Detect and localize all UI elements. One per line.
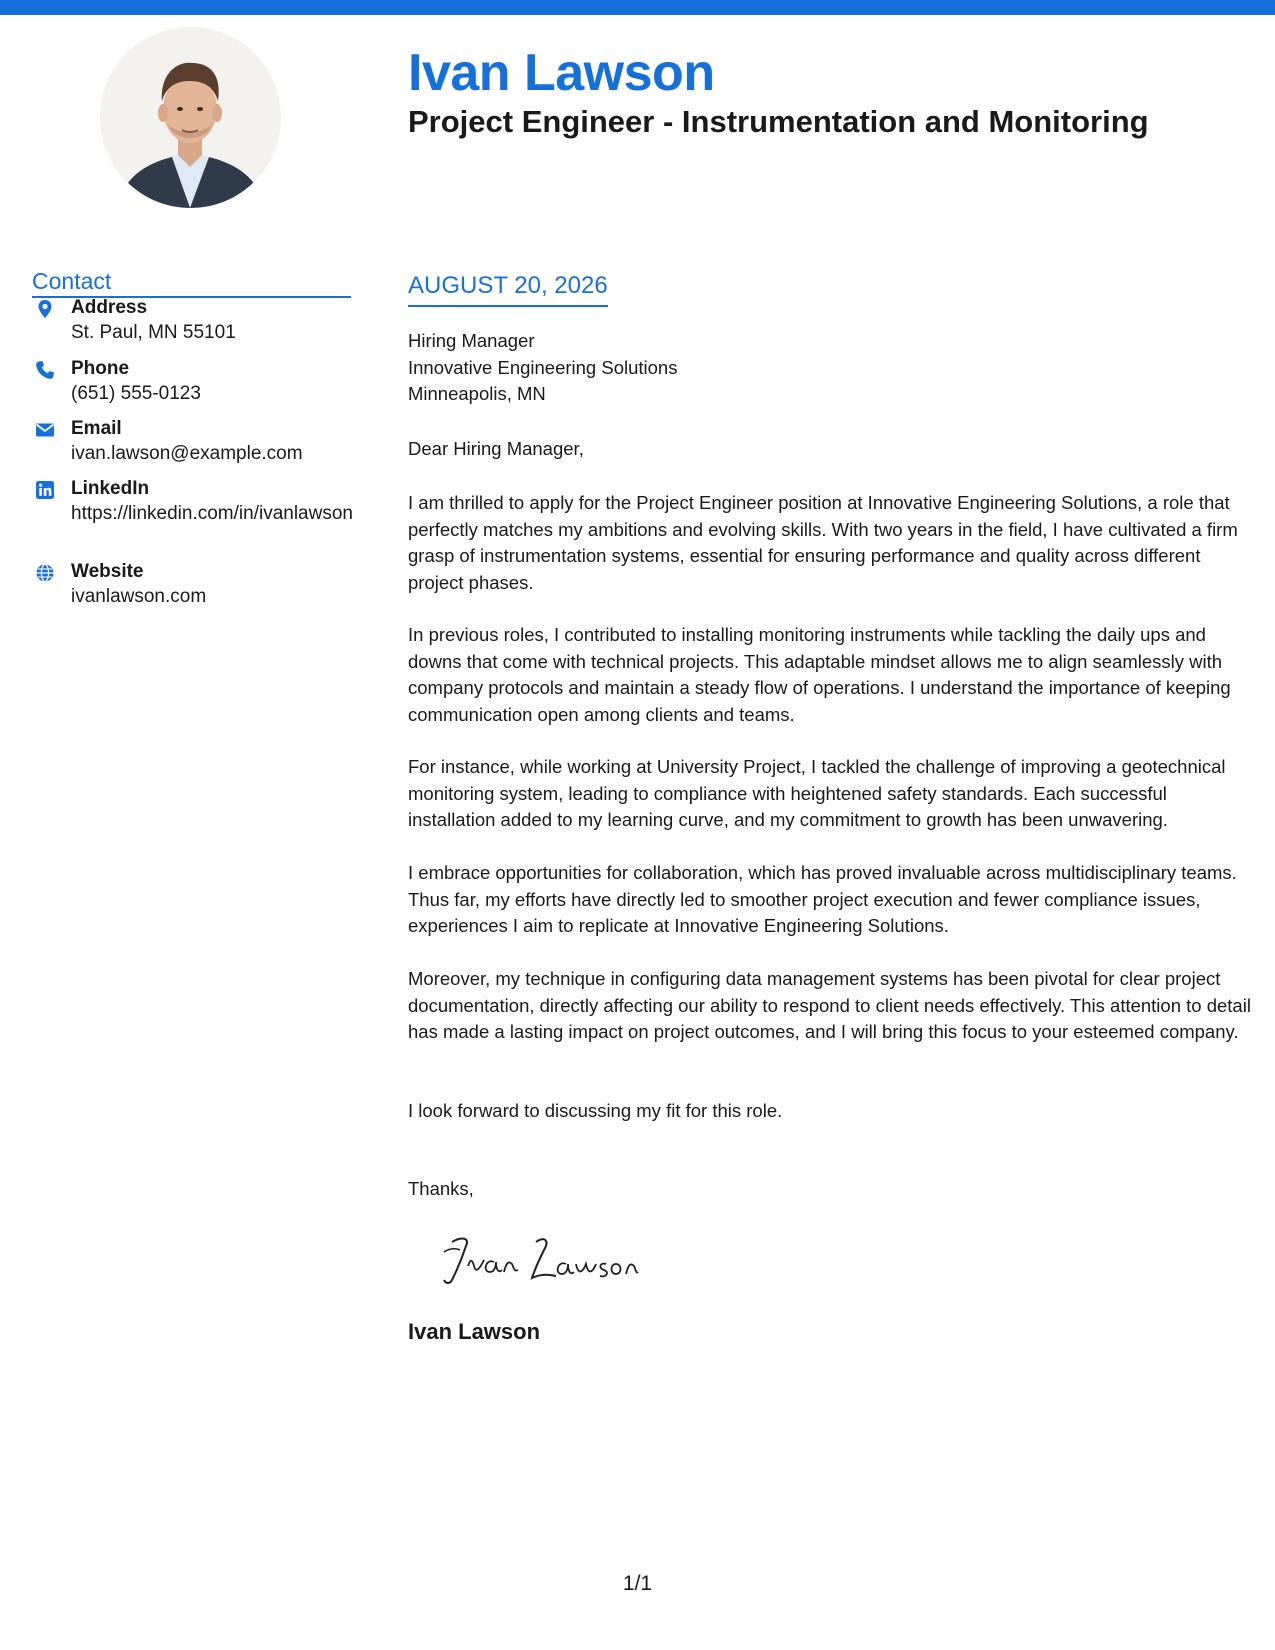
contact-label: LinkedIn — [71, 478, 150, 499]
recipient-line: Hiring Manager — [408, 330, 535, 351]
contact-value: St. Paul, MN 55101 — [71, 322, 236, 343]
body-paragraph: I embrace opportunities for collaboration, which has proved invaluable across multidisciplinary teams. Thus far, my efforts have directly led to smoother project execution and fewer compliance issues, experiences I aim to replicate at Innovative Engineering Solutions. — [408, 862, 1237, 936]
recipient-block — [408, 328, 677, 408]
contact-label: Address — [71, 297, 148, 318]
contact-value[interactable]: ivanlawson.com — [71, 586, 207, 607]
contact-label: Email — [71, 418, 122, 439]
contact-label: Website — [71, 561, 144, 582]
contact-value[interactable]: https://linkedin.com/in/ivanlawson — [71, 503, 353, 524]
recipient-line: Minneapolis, MN — [408, 383, 546, 404]
contact-value[interactable]: ivan.lawson@example.com — [71, 443, 303, 464]
body-paragraph: For instance, while working at University Project, I tackled the challenge of improving a geotechnical monitoring system, leading to compliance with heightened safety standards. Each successful installation added to my learning curve, and my commitment to growth has been unwavering. — [408, 756, 1226, 830]
globe-icon — [35, 563, 55, 583]
top-accent-bar — [0, 0, 1275, 15]
contact-label: Phone — [71, 358, 130, 379]
closing: Thanks, — [408, 1178, 474, 1199]
body-paragraph: I am thrilled to apply for the Project Engineer position at Innovative Engineering Solutions, a role that perfectly matches my ambitions and evolving skills. With two years in the field, I have cultivated a firm grasp of instrumentation systems, essential for ensuring performance and quality across different project phases. — [408, 492, 1238, 593]
salutation: Dear Hiring Manager, — [408, 438, 584, 459]
email-icon — [35, 420, 55, 440]
map-pin-icon — [35, 299, 55, 319]
handwritten-signature — [440, 1228, 640, 1298]
contact-heading: Contact — [32, 266, 351, 298]
page-number: 1/1 — [622, 1572, 653, 1595]
recipient-line: Innovative Engineering Solutions — [408, 356, 678, 378]
body-paragraph: I look forward to discussing my fit for this role. — [408, 1100, 783, 1121]
profile-photo — [100, 27, 281, 208]
signer-name: Ivan Lawson — [408, 1319, 541, 1344]
body-paragraph: Moreover, my technique in configuring data management systems has been pivotal for clear project documentation, directly affecting our ability to respond to client needs effectively. This attention to detail has made a lasting impact on project outcomes, and I will bring this focus to your esteemed company. — [408, 968, 1251, 1042]
linkedin-icon — [35, 480, 55, 500]
applicant-name: Ivan Lawson — [408, 44, 715, 102]
contact-value: (651) 555-0123 — [71, 383, 201, 404]
body-paragraph: In previous roles, I contributed to installing monitoring instruments while tackling the daily ups and downs that come with technical projects. This adaptable mindset allows me to align seamlessly with company protocols and maintain a steady flow of operations. I understand the importance of keeping communication open among clients and teams. — [408, 624, 1231, 725]
phone-icon — [35, 360, 55, 380]
job-title: Project Engineer - Instrumentation and Monitoring — [408, 104, 1149, 139]
letter-date: AUGUST 20, 2026 — [408, 270, 608, 307]
